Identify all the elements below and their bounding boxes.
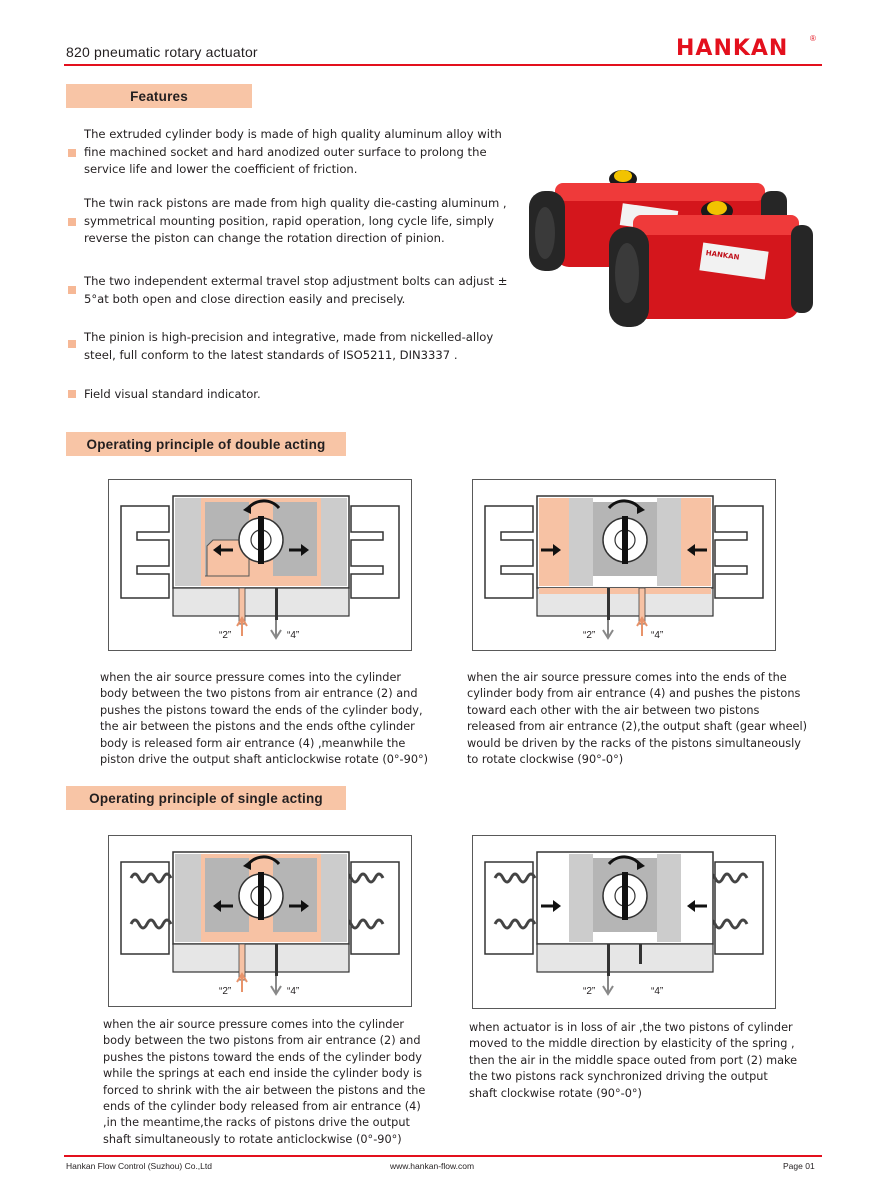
footer-page-number: Page 01	[783, 1161, 815, 1171]
port-4-label: “4”	[287, 986, 300, 997]
port-4-label: “4”	[287, 630, 300, 641]
product-image	[525, 155, 815, 335]
footer-website: www.hankan-flow.com	[390, 1161, 475, 1171]
section-tab-features: Features	[66, 84, 252, 108]
bullet-icon	[68, 218, 76, 226]
registered-mark: ®	[810, 34, 816, 43]
footer-divider	[64, 1155, 822, 1157]
port-4-label: “4”	[651, 630, 664, 641]
feature-text-3: The two independent extermal travel stop adjustment bolts can adjust ± 5°at both open and close direction easily and precisely.	[84, 274, 508, 306]
footer-company: Hankan Flow Control (Suzhou) Co.,Ltd	[66, 1161, 212, 1171]
bullet-icon	[68, 286, 76, 294]
header-divider	[64, 64, 822, 66]
feature-text-5: Field visual standard indicator.	[84, 387, 261, 401]
description-double-acting-open: when the air source pressure comes into the cylinder body between the two pistons from air entrance (2) and pushes the pistons toward the ends of the cylinder body, the air between the pistons and the ends ofthe cylinder body is released form air entrance (4) ,meanwhile the piston drive the output shaft anticlockwise rotate (0°-90°)	[100, 671, 429, 767]
actuator-front	[609, 201, 813, 327]
diagram-double-acting-open	[108, 479, 412, 651]
diagram-double-acting-close	[472, 479, 776, 651]
brand-logo: HANKAN	[676, 36, 789, 61]
page-title: 820 pneumatic rotary actuator	[66, 44, 258, 60]
bullet-icon	[68, 340, 76, 348]
port-4-label: “4”	[651, 986, 664, 997]
section-tab-single-acting: Operating principle of single acting	[66, 786, 346, 810]
description-single-acting-open: when the air source pressure comes into the cylinder body between the two pistons from air entrance (2) and pushes the pistons toward the ends of the cylinder body while the springs at each end inside the cylinder body is forced to shrink with the air between the pistons and the ends of the cylinder body released from air entrance (4) ,in the meantime,the racks of pistons drive the output shaft simultaneously to rotate anticlockwise (0°-90°)	[103, 1018, 426, 1146]
port-2-label: “2”	[583, 986, 596, 997]
diagram-single-acting-close	[472, 835, 776, 1009]
section-tab-double-acting: Operating principle of double acting	[66, 432, 346, 456]
feature-text-1: The extruded cylinder body is made of high quality aluminum alloy with fine machined socket and hard anodized outer surface to prolong the service life and lower the coefficient of friction.	[84, 127, 502, 176]
bullet-icon	[68, 149, 76, 157]
diagram-single-acting-open	[108, 835, 412, 1007]
port-2-label: “2”	[219, 630, 232, 641]
description-single-acting-close: when actuator is in loss of air ,the two pistons of cylinder moved to the middle direction by elasticity of the spring , then the air in the middle space outed from port (2) make the two pistons rack synchronized driving the output shaft clockwise rotate (90°-0°)	[469, 1021, 798, 1100]
description-double-acting-close: when the air source pressure comes into the ends of the cylinder body from air entrance (4) and pushes the pistons toward each other with the air between two pistons released from air entrance (2),the output shaft (gear wheel) would be driven by the racks of the pistons simultaneously to rotate clockwise (90°-0°)	[467, 671, 808, 767]
port-2-label: “2”	[583, 630, 596, 641]
feature-text-4: The pinion is high-precision and integrative, made from nickelled-alloy steel, full conform to the latest standards of ISO5211, DIN3337 .	[84, 330, 494, 362]
product-label: HANKAN	[705, 249, 740, 262]
bullet-icon	[68, 390, 76, 398]
feature-text-2: The twin rack pistons are made from high quality die-casting aluminum , symmetrical mounting position, rapid operation, long cycle life, simply reverse the piston can change the rotation direction of pinion.	[84, 196, 507, 245]
port-2-label: “2”	[219, 986, 232, 997]
